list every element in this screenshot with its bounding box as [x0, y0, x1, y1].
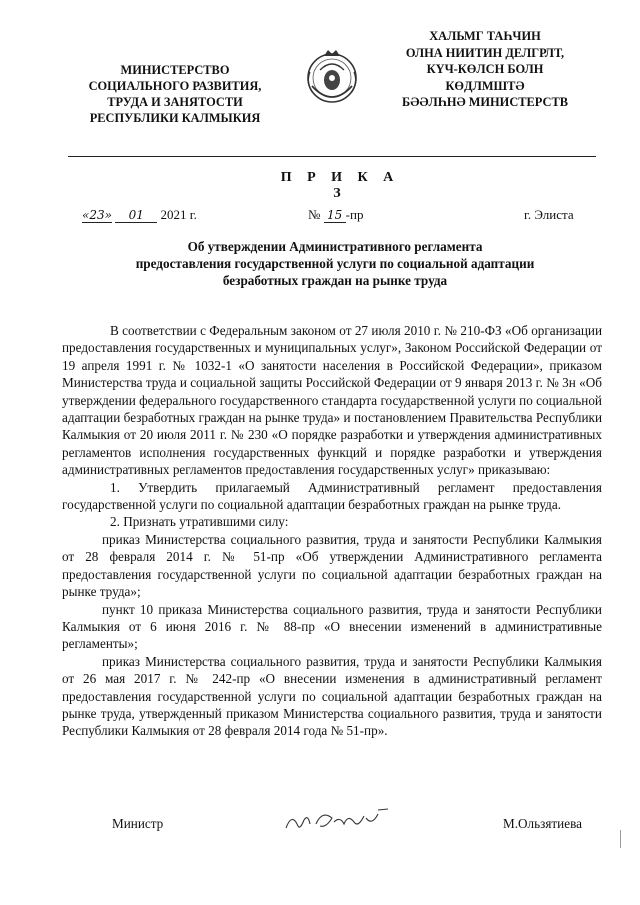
item-2-paragraph: 2. Признать утратившими силу:: [110, 514, 289, 530]
header-line: ТРУДА И ЗАНЯТОСТИ: [107, 95, 243, 109]
item-1-paragraph: 1. Утвердить прилагаемый Административный регламент предоставления государственной услуги по социальной адаптации безработных граждан на рынке труда.: [62, 479, 602, 513]
repeal-item-1: приказ Министерства социального развития, труда и занятости Республики Калмыкия от 28 февраля 2014 г. № 51-пр «Об утверждении Административного регламента предоставления государственной услуги по социальной адаптации безработных граждан на рынке труда»;: [62, 531, 602, 600]
order-city: г. Элиста: [524, 207, 574, 222]
subject-line: предоставления государственной услуги по социальной адаптации: [135, 256, 535, 271]
emblem-icon: [298, 42, 366, 110]
ministry-header-russian: [80, 62, 270, 126]
order-date: [82, 207, 197, 223]
date-month: 01: [115, 208, 157, 223]
order-body: [62, 322, 602, 740]
subject-line: Об утверждении Административного регламента: [187, 239, 483, 254]
order-subject: [80, 238, 590, 289]
header-line: КӨДЛМШТӘ: [445, 78, 525, 93]
header-line: БӘӘЛҺНӘ МИНИСТЕРСТВ: [402, 95, 568, 109]
number-suffix: -пр: [345, 207, 364, 222]
document-type-title: П Р И К А З: [280, 170, 400, 201]
margin-mark: [620, 830, 621, 848]
signatory-position: Министр: [112, 816, 164, 831]
order-number: [308, 207, 363, 223]
number-value: 15: [324, 208, 346, 223]
date-year: 2021 г.: [160, 207, 197, 222]
date-day: «23»: [82, 208, 112, 222]
header-line: ОЛНА НИИТИН ДЕЛГРЛТ,: [405, 45, 565, 60]
header-line: СОЦИАЛЬНОГО РАЗВИТИЯ,: [88, 79, 262, 93]
header-line: МИНИСТЕРСТВО: [120, 63, 230, 77]
handwritten-signature-icon: [282, 806, 392, 834]
number-prefix: №: [308, 207, 321, 222]
repeal-item-2: пункт 10 приказа Министерства социального развития, труда и занятости Республики Калмыкия от 6 июня 2016 г. № 88-пр «О внесении изменений в административные регламенты»;: [62, 601, 602, 652]
header-line: ХАЛЬМГ ТАҺЧИН: [429, 29, 541, 43]
repeal-item-3: приказ Министерства социального развития, труда и занятости Республики Калмыкия от 26 мая 2017 г. № 242-пр «О внесении изменения в административный регламент предоставления государственной услуги по социальной адаптации безработных граждан на рынке труда, утвержденный приказом Министерства социального развития, труда и занятости Республики Калмыкия от 28 февраля 2014 года № 51-пр».: [62, 653, 602, 739]
subject-line: безработных граждан на рынке труда: [222, 273, 448, 288]
signatory-name: М.Ользятиева: [503, 816, 582, 831]
header-divider: [68, 156, 596, 157]
preamble-paragraph: В соответствии с Федеральным законом от 27 июля 2010 г. № 210-ФЗ «Об организации предоставления государственных и муниципальных услуг», Законом Российской Федерации от 19 апреля 1991 г. № 1032-1 «О занятости населения в Российской Федерации», приказом Министерства труда и социальной защиты Российской Федерации от 9 января 2013 г. № 3н «Об утверждении федерального государственного стандарта государственной услуги по социальной адаптации безработных граждан на рынке труда» и постановлением Правительства Республики Калмыкия от 20 июля 2011 г. № 230 «О порядке разработки и утверждения административных регламентов исполнения государственных функций и порядке разработки и утверждения административных регламентов предоставления государственных услуг» приказываю:: [62, 323, 602, 478]
header-line: РЕСПУБЛИКИ КАЛМЫКИЯ: [89, 111, 261, 125]
header-line: КҮЧ-КӨЛСН БОЛН: [426, 62, 544, 76]
ministry-header-kalmyk: [385, 28, 585, 111]
